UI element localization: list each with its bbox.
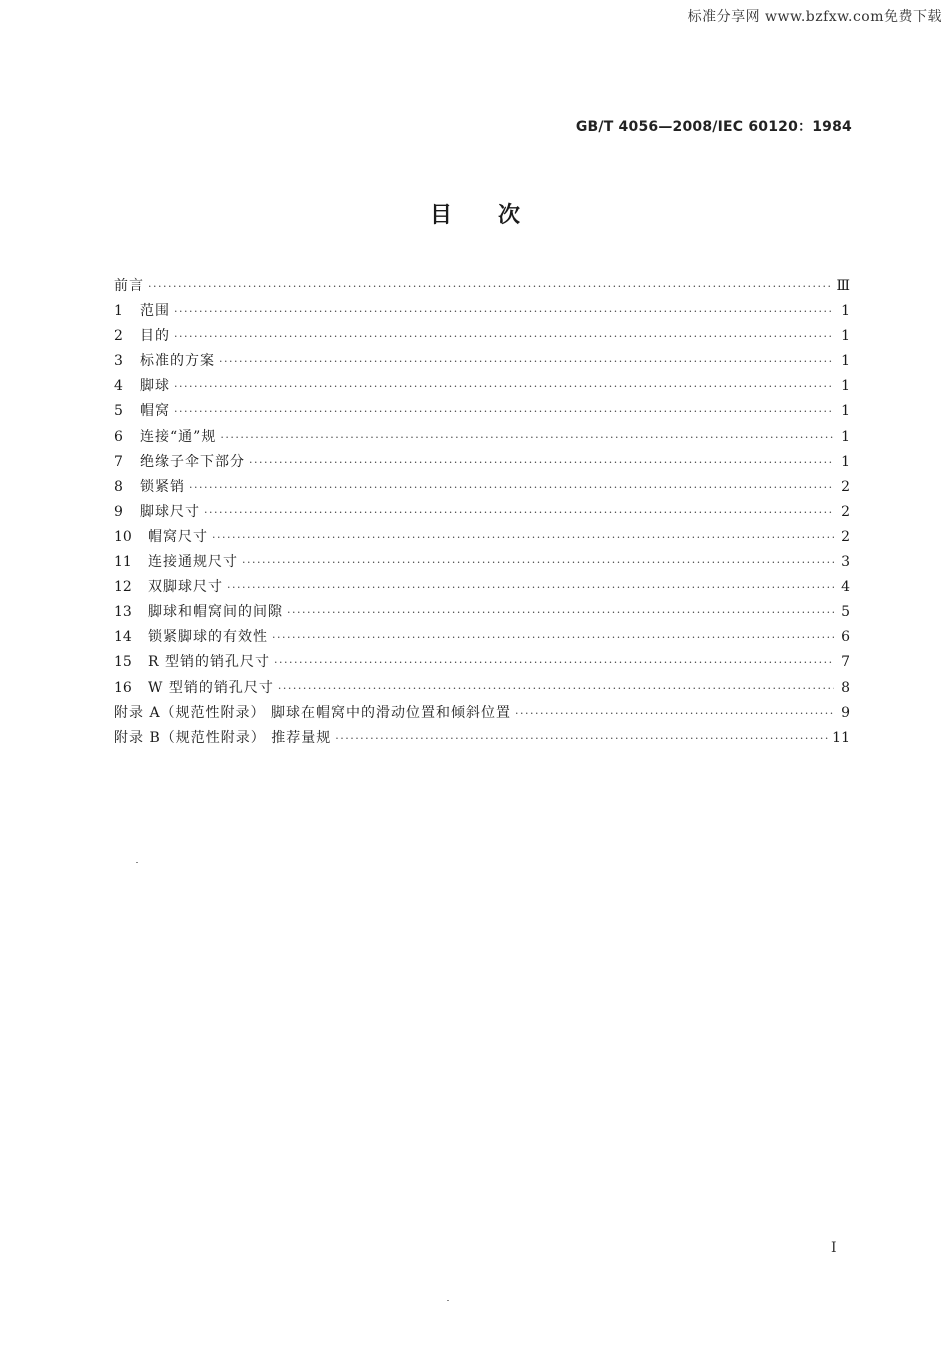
toc-number: 8: [114, 478, 123, 495]
toc-entry-5[interactable]: [114, 399, 850, 424]
toc-entry-annex-a[interactable]: [114, 701, 850, 726]
toc-page: 4: [841, 579, 850, 596]
toc-number: 15: [114, 654, 132, 671]
toc-leader: [148, 274, 832, 299]
toc-leader: [174, 299, 834, 324]
toc-number: 7: [114, 453, 123, 470]
toc-entry-9[interactable]: [114, 500, 850, 525]
toc-entry-foreword[interactable]: [114, 274, 850, 299]
toc-label: 脚球和帽窝间的间隙: [148, 604, 283, 621]
toc-number: 1: [114, 303, 123, 320]
toc-number: 9: [114, 503, 123, 520]
toc-page: 9: [841, 704, 850, 721]
toc-page: 5: [841, 604, 850, 621]
page-number: I: [831, 1240, 837, 1256]
toc-leader: [189, 475, 834, 500]
scan-speck: [447, 1300, 449, 1301]
toc-label: R 型销的销孔尺寸: [148, 654, 270, 671]
toc-entry-11[interactable]: [114, 550, 850, 575]
toc-label: 帽窝: [140, 403, 170, 420]
toc-leader: [278, 676, 834, 701]
toc-page: 1: [841, 428, 850, 445]
toc-page: 1: [841, 378, 850, 395]
toc-entry-16[interactable]: [114, 676, 850, 701]
table-of-contents: [114, 274, 850, 751]
toc-leader: [219, 349, 834, 374]
toc-page: 1: [841, 453, 850, 470]
toc-number: 2: [114, 328, 123, 345]
toc-page: 2: [841, 528, 850, 545]
toc-page: Ⅲ: [836, 278, 850, 294]
toc-entry-15[interactable]: [114, 650, 850, 675]
toc-label: 目的: [140, 328, 170, 345]
watermark-text: 标准分享网 www.bzfxw.com免费下载: [687, 9, 942, 25]
toc-page: 1: [841, 303, 850, 320]
toc-label: 锁紧销: [140, 478, 185, 495]
toc-label: 双脚球尺寸: [148, 579, 223, 596]
toc-entry-2[interactable]: [114, 324, 850, 349]
toc-leader: [204, 500, 834, 525]
toc-number: 6: [114, 428, 123, 445]
toc-number: 3: [114, 353, 123, 370]
toc-number: 12: [114, 579, 132, 596]
toc-leader: [212, 525, 834, 550]
toc-leader: [174, 399, 834, 424]
toc-leader: [515, 701, 834, 726]
toc-leader: [274, 650, 834, 675]
toc-entry-7[interactable]: [114, 450, 850, 475]
toc-label: 范围: [140, 303, 170, 320]
toc-label: 帽窝尺寸: [148, 528, 208, 545]
toc-entry-1[interactable]: [114, 299, 850, 324]
toc-number: 4: [114, 378, 123, 395]
toc-number: 10: [114, 528, 132, 545]
toc-leader: [249, 450, 834, 475]
scan-speck: [136, 862, 138, 863]
toc-page: 1: [841, 403, 850, 420]
toc-number: 11: [114, 554, 132, 571]
standard-code: GB/T 4056—2008/IEC 60120：1984: [575, 119, 852, 135]
toc-leader: [174, 374, 834, 399]
toc-entry-6[interactable]: [114, 425, 850, 450]
toc-number: 5: [114, 403, 123, 420]
toc-entry-10[interactable]: [114, 525, 850, 550]
toc-number: 16: [114, 679, 132, 696]
toc-leader: [272, 625, 834, 650]
toc-leader: [242, 550, 834, 575]
toc-label: 绝缘子伞下部分: [140, 453, 245, 470]
toc-label: 前言: [114, 278, 144, 294]
toc-label: 连接通规尺寸: [148, 554, 238, 571]
toc-page: 3: [841, 554, 850, 571]
toc-label: W 型销的销孔尺寸: [148, 679, 274, 696]
toc-entry-8[interactable]: [114, 475, 850, 500]
toc-leader: [335, 726, 828, 751]
toc-label: 附录 A（规范性附录） 脚球在帽窝中的滑动位置和倾斜位置: [114, 704, 512, 721]
toc-label: 附录 B（规范性附录） 推荐量规: [114, 729, 332, 746]
toc-label: 脚球: [140, 378, 170, 395]
toc-page: 1: [841, 328, 850, 345]
toc-leader: [174, 324, 834, 349]
toc-entry-3[interactable]: [114, 349, 850, 374]
toc-entry-annex-b[interactable]: [114, 726, 850, 751]
toc-entry-13[interactable]: [114, 600, 850, 625]
toc-page: 7: [841, 654, 850, 671]
page-title: 目次: [429, 203, 566, 228]
toc-number: 13: [114, 604, 132, 621]
toc-label: 脚球尺寸: [140, 503, 200, 520]
toc-number: 14: [114, 629, 132, 646]
toc-label: 连接“通”规: [140, 428, 217, 445]
toc-label: 标准的方案: [140, 353, 215, 370]
toc-leader: [227, 575, 834, 600]
toc-label: 锁紧脚球的有效性: [148, 629, 268, 646]
toc-page: 2: [841, 478, 850, 495]
toc-page: 2: [841, 503, 850, 520]
toc-page: 6: [841, 629, 850, 646]
toc-leader: [220, 425, 834, 450]
toc-page: 11: [832, 729, 850, 746]
toc-entry-14[interactable]: [114, 625, 850, 650]
toc-leader: [287, 600, 834, 625]
toc-page: 1: [841, 353, 850, 370]
toc-entry-12[interactable]: [114, 575, 850, 600]
toc-entry-4[interactable]: [114, 374, 850, 399]
toc-page: 8: [841, 679, 850, 696]
